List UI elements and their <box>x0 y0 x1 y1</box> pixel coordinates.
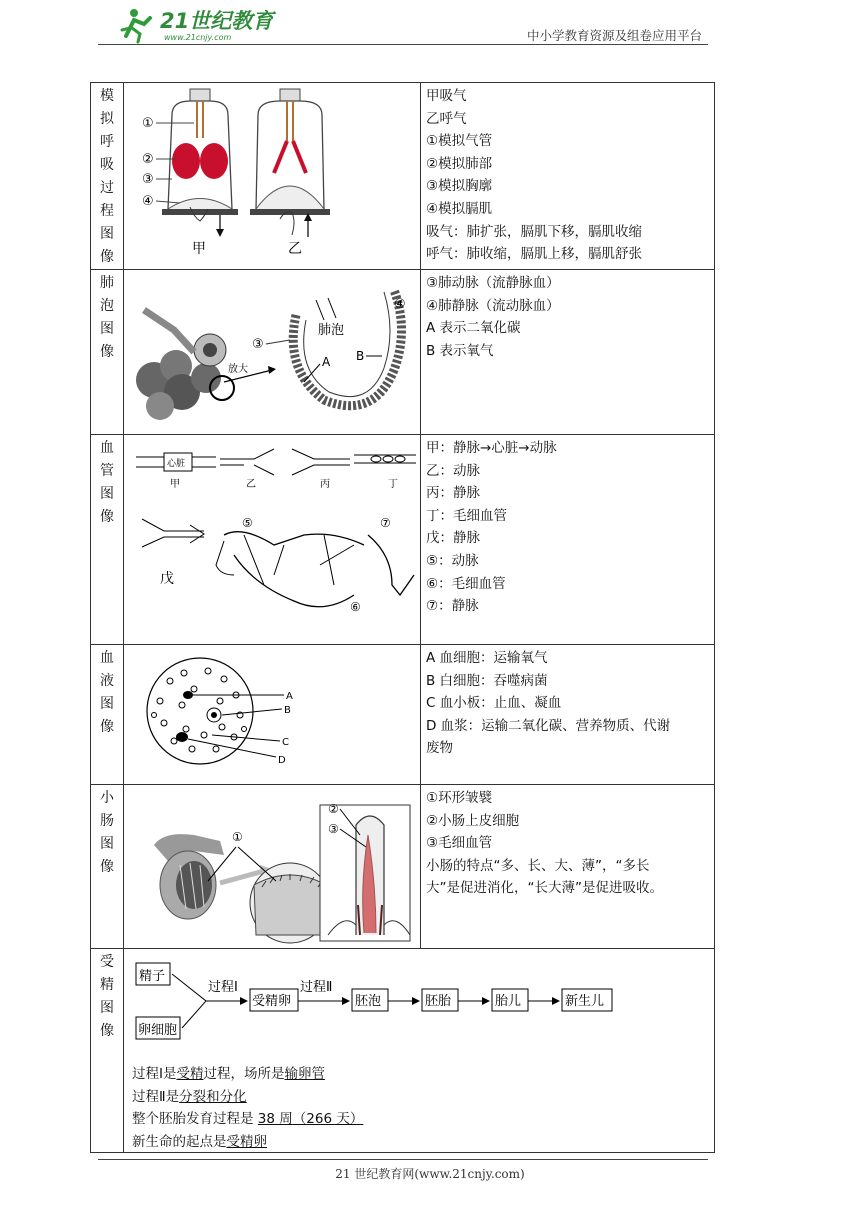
site-logo <box>120 6 290 44</box>
bell-jar-inhale <box>162 89 238 237</box>
breathing-model-figure <box>124 83 421 270</box>
svg-text:D: D <box>278 755 286 766</box>
caption-yi: 乙 <box>288 241 302 257</box>
svg-text:胚泡: 胚泡 <box>355 994 382 1009</box>
svg-text:④: ④ <box>394 297 406 312</box>
svg-text:B: B <box>356 349 365 363</box>
flow-egg <box>136 1017 180 1039</box>
process-2-label: 过程Ⅱ <box>300 980 333 995</box>
vessel-jia <box>136 453 216 490</box>
svg-text:②: ② <box>142 152 154 167</box>
vessel-bing <box>292 449 350 490</box>
vessel-yi <box>220 449 274 490</box>
svg-text:②: ② <box>328 802 339 816</box>
svg-text:肺泡: 肺泡 <box>318 323 345 338</box>
svg-text:新生儿: 新生儿 <box>565 994 605 1009</box>
svg-text:胎儿: 胎儿 <box>495 994 522 1009</box>
table-row <box>91 645 715 785</box>
table-row <box>91 83 715 270</box>
footer-divider <box>98 1159 708 1160</box>
blood-smear-figure <box>124 645 421 785</box>
caption-jia: 甲 <box>192 241 206 257</box>
svg-text:A: A <box>322 355 331 369</box>
row-label: 模 拟 呼 吸 过 程 图 像 <box>91 83 124 270</box>
row-label: 血 液 图 像 <box>91 645 124 785</box>
row-label: 肺 泡 图 像 <box>91 270 124 435</box>
svg-text:B: B <box>284 705 291 716</box>
flow-embryo <box>422 989 458 1011</box>
svg-text:丙: 丙 <box>320 479 330 490</box>
intestine-notes: ①环形皱襞 ②小肠上皮细胞 ③毛细血管 小肠的特点“多、长、大、薄”，“多长 大”是促进消化，“长大薄”是促进吸收。 <box>421 785 715 949</box>
svg-text:③: ③ <box>142 172 154 187</box>
table-row <box>91 949 715 1153</box>
runner-icon <box>122 9 150 42</box>
fertilization-cell <box>124 949 715 1153</box>
blood-notes: A 血细胞：运输氧气 B 白细胞：吞噬病菌 C 血小板：止血、凝血 D 血浆：运输二氧化碳、营养物质、代谢 废物 <box>421 645 715 785</box>
row-label: 血 管 图 像 <box>91 435 124 645</box>
svg-text:⑥: ⑥ <box>350 600 361 614</box>
blood-vessel-notes: 甲：静脉→心脏→动脉 乙：动脉 丙：静脉 丁：毛细血管 戊：静脉 ⑤：动脉 ⑥：毛细血管 ⑦：静脉 <box>421 435 715 645</box>
svg-text:放大: 放大 <box>228 364 248 375</box>
svg-text:卵细胞: 卵细胞 <box>138 1023 178 1038</box>
svg-text:甲: 甲 <box>170 479 180 490</box>
flow-sperm <box>136 963 170 985</box>
flow-newborn <box>562 989 612 1011</box>
svg-text:戊: 戊 <box>160 571 174 587</box>
row-label: 小 肠 图 像 <box>91 785 124 949</box>
svg-text:C: C <box>282 737 289 748</box>
fold-zoom <box>250 863 330 943</box>
intestine-tube <box>154 834 224 919</box>
table-row <box>91 270 715 435</box>
table-row <box>91 785 715 949</box>
knowledge-table <box>90 82 715 1153</box>
svg-text:胚胎: 胚胎 <box>425 994 452 1009</box>
page-footer: 21 世纪教育网(www.21cnjy.com) <box>335 1167 525 1181</box>
svg-text:受精卵: 受精卵 <box>252 994 292 1009</box>
process-1-label: 过程Ⅰ <box>208 980 238 995</box>
svg-text:③: ③ <box>328 822 339 836</box>
svg-text:③: ③ <box>252 337 264 352</box>
bell-jar-exhale <box>250 89 330 237</box>
svg-text:丁: 丁 <box>388 479 398 490</box>
svg-text:心脏: 心脏 <box>167 459 186 469</box>
svg-text:乙: 乙 <box>246 479 256 490</box>
alveolus-figure <box>124 270 421 435</box>
logo-text: 21世纪教育 <box>160 9 274 33</box>
svg-text:⑤: ⑤ <box>242 516 253 530</box>
svg-text:④: ④ <box>142 194 154 209</box>
flow-blastocyst <box>352 989 388 1011</box>
fertilization-notes: 过程Ⅰ是受精过程，场所是输卵管 过程Ⅱ是分裂和分化 整个胚胎发育过程是 38 周（266 天） 新生命的起点是受精卵 <box>132 1066 364 1150</box>
svg-text:精子: 精子 <box>139 969 166 984</box>
alveolus-capillary <box>293 290 401 406</box>
svg-text:①: ① <box>142 116 154 131</box>
table-row <box>91 435 715 645</box>
flow-fetus <box>492 989 528 1011</box>
blood-vessel-figure <box>124 435 421 645</box>
page-header <box>98 6 708 45</box>
platform-name: 中小学教育资源及组卷应用平台 <box>526 28 702 43</box>
svg-text:①: ① <box>232 830 243 844</box>
breathing-notes: 甲吸气 乙呼气 ①模拟气管 ②模拟肺部 ③模拟胸廓 ④模拟膈肌 吸气：肺扩张，膈肌下移，膈肌收缩 呼气：肺收缩，膈肌上移，膈肌舒张 <box>421 83 715 270</box>
alveolus-notes: ③肺动脉（流静脉血） ④肺静脉（流动脉血） A 表示二氧化碳 B 表示氧气 <box>421 270 715 435</box>
svg-text:⑦: ⑦ <box>380 516 391 530</box>
row-label: 受 精 图 像 <box>91 949 124 1153</box>
lung-cluster <box>136 310 234 420</box>
vessel-wu <box>142 519 204 587</box>
flow-zygote <box>250 989 298 1011</box>
capillary-network <box>216 532 414 607</box>
small-intestine-figure <box>124 785 421 949</box>
logo-url: www.21cnjy.com <box>164 33 232 42</box>
svg-text:A: A <box>286 691 293 702</box>
vessel-ding <box>354 455 416 490</box>
